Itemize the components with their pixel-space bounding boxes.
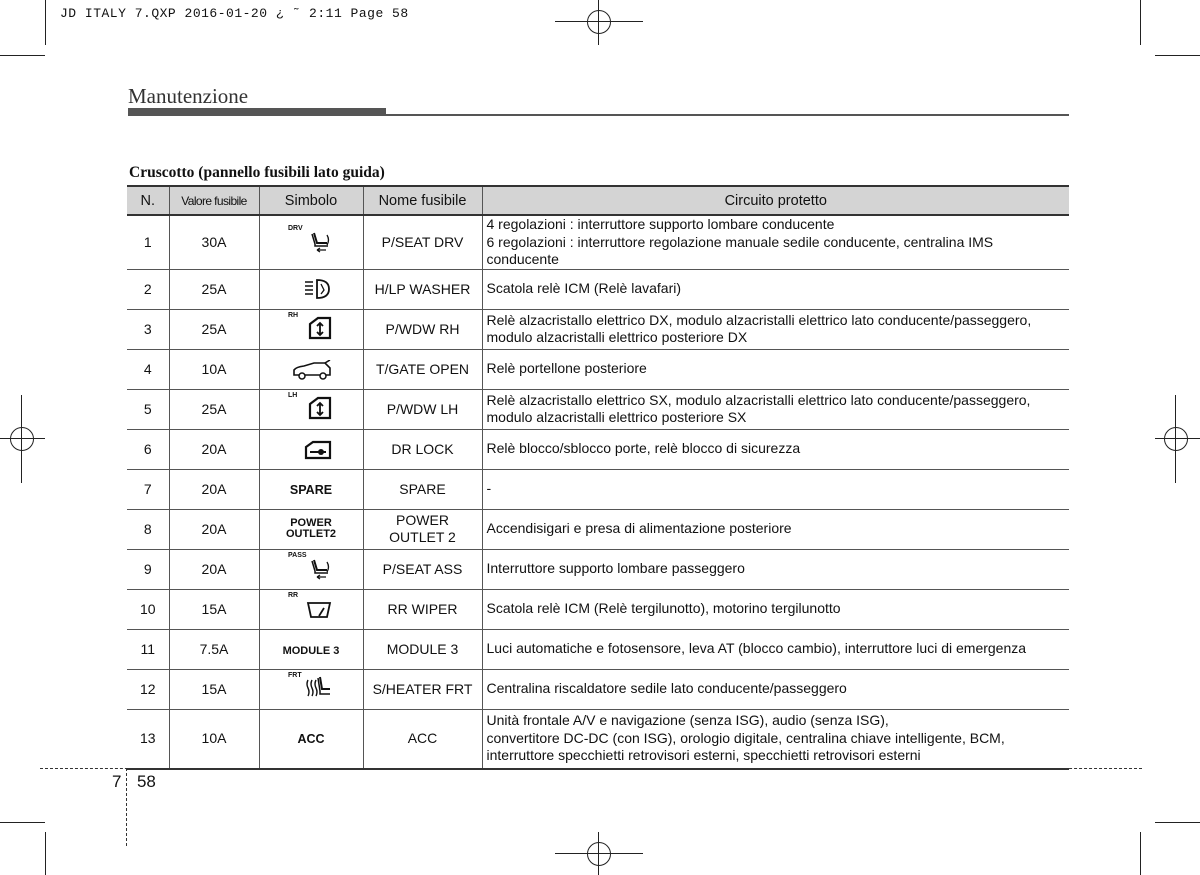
fuse-value: 20A <box>169 469 259 509</box>
circuit-line: modulo alzacristalli elettrico posteriore DX <box>486 329 748 345</box>
fuse-symbol <box>259 669 363 709</box>
protected-circuit <box>482 549 1069 589</box>
circuit-line: Scatola relè ICM (Relè lavafari) <box>486 280 682 297</box>
fuse-value: 15A <box>169 669 259 709</box>
door-lock-icon <box>288 432 334 462</box>
seat-icon <box>288 225 334 255</box>
fuse-value: 10A <box>169 709 259 769</box>
table-caption: Cruscotto (pannello fusibili lato guida) <box>129 164 385 181</box>
header-n: N. <box>127 186 169 215</box>
symbol-tag: DRV <box>288 225 303 233</box>
title-bar <box>128 108 386 116</box>
protected-circuit <box>482 629 1069 669</box>
fuse-symbol <box>259 429 363 469</box>
footer-rule <box>40 768 1142 769</box>
crop-mark <box>0 55 45 56</box>
circuit-line: - <box>486 480 492 497</box>
crop-mark <box>45 832 46 875</box>
power-window-icon <box>288 312 334 342</box>
fuse-value: 25A <box>169 309 259 349</box>
table-row <box>127 709 1069 769</box>
crop-mark <box>1140 832 1141 875</box>
fuse-number: 11 <box>127 629 169 669</box>
circuit-line: Centralina riscaldatore sedile lato conducente/passeggero <box>486 680 847 697</box>
fuse-name: P/WDW RH <box>363 309 482 349</box>
circuit-line: modulo alzacristalli elettrico posteriore SX <box>486 409 747 425</box>
table-row <box>127 589 1069 629</box>
table-row <box>127 269 1069 309</box>
fuse-symbol <box>259 629 363 669</box>
table-row <box>127 349 1069 389</box>
circuit-line: 4 regolazioni : interruttore supporto lombare conducente <box>486 216 835 232</box>
protected-circuit <box>482 309 1069 349</box>
crop-mark <box>1155 822 1200 823</box>
table-row <box>127 509 1069 549</box>
circuit-line: interruttore specchietti retrovisori esterni, specchietti retrovisori esterni <box>486 747 921 764</box>
section-title: Manutenzione <box>128 84 249 108</box>
fuse-number: 8 <box>127 509 169 549</box>
fuse-name: T/GATE OPEN <box>363 349 482 389</box>
table-row <box>127 215 1069 269</box>
circuit-line: convertitore DC-DC (con ISG), orologio digitale, centralina chiave intelligente, BCM, <box>486 729 1005 746</box>
headlamp-washer-icon <box>288 272 334 302</box>
symbol-tag: FRT <box>288 672 302 679</box>
rear-wiper-icon <box>288 592 334 622</box>
fuse-name: S/HEATER FRT <box>363 669 482 709</box>
circuit-line: Relè alzacristallo elettrico SX, modulo alzacristalli elettrico lato conducente/passeggero, <box>486 391 1031 408</box>
circuit-line: Accendisigari e presa di alimentazione posteriore <box>486 520 792 537</box>
fuse-table <box>127 185 1069 770</box>
fuse-number: 1 <box>127 215 169 269</box>
crop-mark <box>0 822 45 823</box>
symbol-text: POWER OUTLET2 <box>285 516 337 540</box>
fuse-number: 5 <box>127 389 169 429</box>
header-circuit: Circuito protetto <box>482 186 1069 215</box>
fuse-number: 13 <box>127 709 169 769</box>
protected-circuit <box>482 669 1069 709</box>
fuse-name: P/SEAT ASS <box>363 549 482 589</box>
fuse-number: 9 <box>127 549 169 589</box>
fuse-symbol <box>259 215 363 269</box>
protected-circuit <box>482 389 1069 429</box>
fuse-value: 10A <box>169 349 259 389</box>
fuse-name: P/SEAT DRV <box>363 215 482 269</box>
symbol-text: SPARE <box>289 482 333 497</box>
fuse-value: 20A <box>169 549 259 589</box>
fuse-name: RR WIPER <box>363 589 482 629</box>
circuit-line: Scatola relè ICM (Relè tergilunotto), motorino tergilunotto <box>486 600 841 617</box>
symbol-tag: LH <box>288 392 298 399</box>
crop-mark <box>45 0 46 45</box>
header-value: Valore fusibile <box>169 186 259 215</box>
seat-icon <box>288 552 334 582</box>
circuit-line: Luci automatiche e fotosensore, leva AT (blocco cambio), interruttore luci di emergenza <box>486 640 1027 657</box>
symbol-tag: PASS <box>288 552 307 559</box>
table-row <box>127 429 1069 469</box>
circuit-line: Relè portellone posteriore <box>486 360 647 377</box>
fuse-symbol <box>259 389 363 429</box>
fuse-symbol <box>259 709 363 769</box>
protected-circuit <box>482 509 1069 549</box>
fuse-number: 6 <box>127 429 169 469</box>
fuse-number: 12 <box>127 669 169 709</box>
crop-mark <box>1155 55 1200 56</box>
fuse-number: 7 <box>127 469 169 509</box>
fuse-name: MODULE 3 <box>363 629 482 669</box>
fuse-value: 20A <box>169 429 259 469</box>
fuse-value: 25A <box>169 389 259 429</box>
header-name: Nome fusibile <box>363 186 482 215</box>
fuse-symbol <box>259 309 363 349</box>
fuse-number: 10 <box>127 589 169 629</box>
table-row <box>127 309 1069 349</box>
fuse-name: DR LOCK <box>363 429 482 469</box>
protected-circuit <box>482 269 1069 309</box>
print-slug: JD ITALY 7.QXP 2016-01-20 ¿ ˜ 2:11 Page 58 <box>60 6 409 21</box>
title-rule <box>386 114 1069 116</box>
table-row <box>127 549 1069 589</box>
fuse-number: 2 <box>127 269 169 309</box>
page-number <box>112 772 156 792</box>
page-index: 58 <box>136 772 156 791</box>
protected-circuit <box>482 709 1069 769</box>
seat-heater-icon <box>288 672 334 702</box>
symbol-text: MODULE 3 <box>282 644 340 657</box>
fuse-symbol <box>259 509 363 549</box>
fuse-symbol <box>259 589 363 629</box>
fuse-symbol <box>259 349 363 389</box>
table-row <box>127 669 1069 709</box>
fuse-name: SPARE <box>363 469 482 509</box>
protected-circuit <box>482 215 1069 269</box>
circuit-line: Relè blocco/sblocco porte, relè blocco di sicurezza <box>486 440 801 457</box>
protected-circuit <box>482 589 1069 629</box>
symbol-tag: RR <box>288 592 299 599</box>
protected-circuit <box>482 469 1069 509</box>
fuse-value: 20A <box>169 509 259 549</box>
table-row <box>127 469 1069 509</box>
fuse-value: 7.5A <box>169 629 259 669</box>
circuit-line: 6 regolazioni : interruttore regolazione manuale sedile conducente, centralina IMS conducente <box>486 233 994 267</box>
circuit-line: Unità frontale A/V e navigazione (senza ISG), audio (senza ISG), <box>486 712 889 729</box>
table-row <box>127 629 1069 669</box>
protected-circuit <box>482 349 1069 389</box>
symbol-tag: RH <box>288 312 299 319</box>
protected-circuit <box>482 429 1069 469</box>
fuse-symbol <box>259 549 363 589</box>
crop-mark <box>1140 0 1141 45</box>
fuse-value: 30A <box>169 215 259 269</box>
fuse-name: P/WDW LH <box>363 389 482 429</box>
table-row <box>127 389 1069 429</box>
fuse-value: 25A <box>169 269 259 309</box>
chapter-number: 7 <box>112 772 122 791</box>
table-header-row <box>127 186 1069 215</box>
symbol-text: ACC <box>297 732 325 746</box>
fuse-value: 15A <box>169 589 259 629</box>
fuse-name: POWER OUTLET 2 <box>363 509 482 549</box>
fuse-symbol <box>259 469 363 509</box>
fuse-name: ACC <box>363 709 482 769</box>
power-window-icon <box>288 392 334 422</box>
header-symbol: Simbolo <box>259 186 363 215</box>
circuit-line: Relè alzacristallo elettrico DX, modulo alzacristalli elettrico lato conducente/passeggero, <box>486 311 1032 328</box>
fuse-number: 3 <box>127 309 169 349</box>
fuse-symbol <box>259 269 363 309</box>
fuse-number: 4 <box>127 349 169 389</box>
fuse-name: H/LP WASHER <box>363 269 482 309</box>
circuit-line: Interruttore supporto lombare passeggero <box>486 560 745 577</box>
tailgate-icon <box>288 352 334 382</box>
